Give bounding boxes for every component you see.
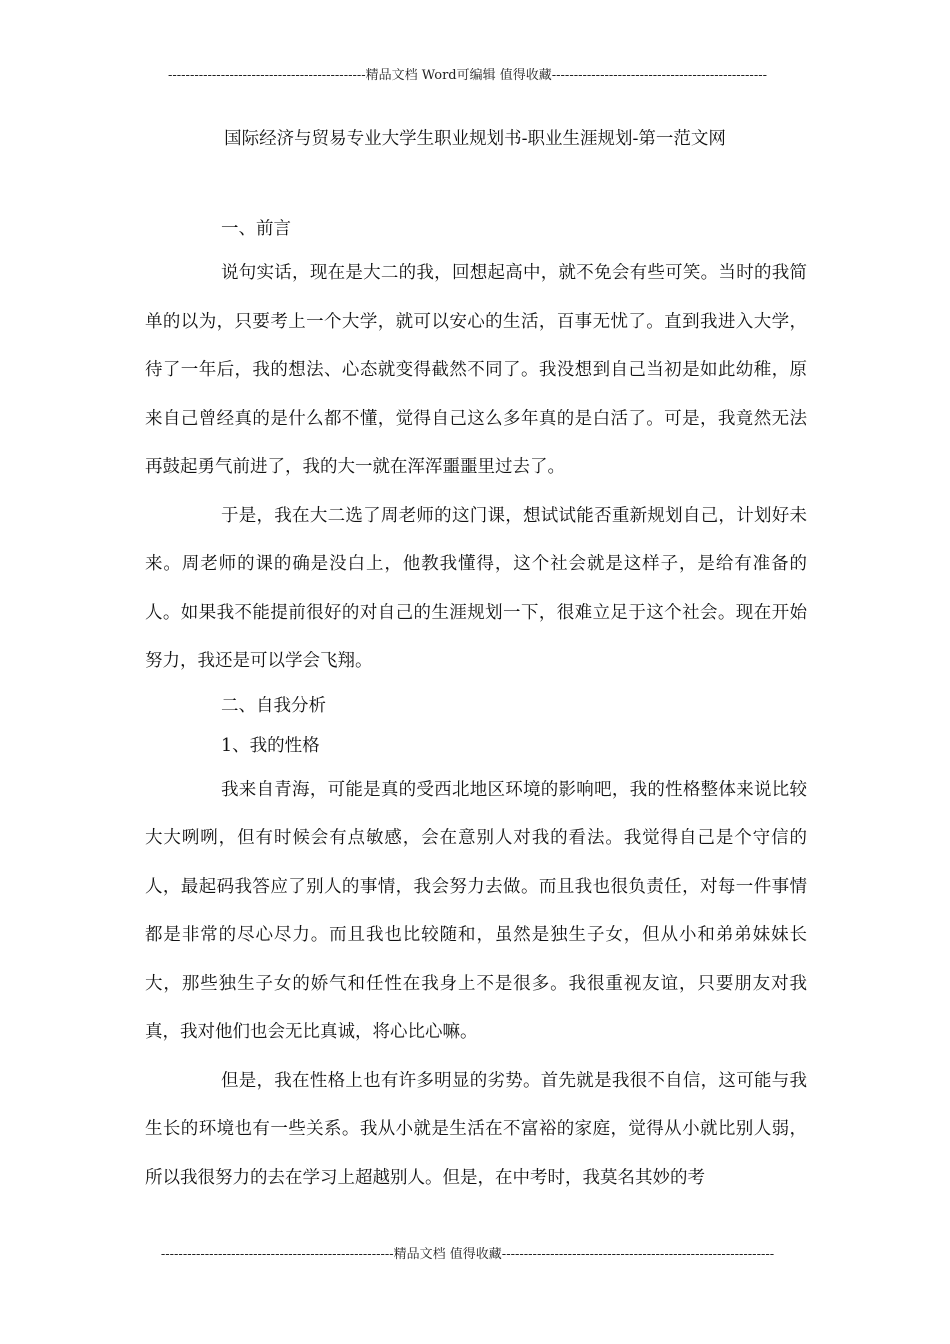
paragraph: 于是，我在大二选了周老师的这门课，想试试能否重新规划自己，计划好未来。周老师的课的确是没白上，他教我懂得，这个社会就是这样子，是给有准备的人。如果我不能提前很好的对自己的生涯规划一下，很难立足于这个社会。现在开始努力，我还是可以学会飞翔。 — [145, 505, 807, 671]
page-footer-banner: -----------------------------------------------------精品文档 值得收藏-------------------------------------------------------------- — [160, 1247, 775, 1262]
document-body — [145, 209, 807, 1202]
paragraph: 说句实话，现在是大二的我，回想起高中，就不免会有些可笑。当时的我简单的以为，只要考上一个大学，就可以安心的生活，百事无忧了。直到我进入大学，待了一年后，我的想法、心态就变得截然不同了。我没想到自己当初是如此幼稚，原来自己曾经真的是什么都不懂，觉得自己这么多年真的是白活了。可是，我竟然无法再鼓起勇气前进了，我的大一就在浑浑噩噩里过去了。 — [145, 263, 807, 477]
paragraph: 但是，我在性格上也有许多明显的劣势。首先就是我很不自信，这可能与我生长的环境也有一些关系。我从小就是生活在不富裕的家庭，觉得从小就比别人弱，所以我很努力的去在学习上超越别人。但是，在中考时，我莫名其妙的考 — [145, 1070, 807, 1188]
page-header-banner: ---------------------------------------------精品文档 Word可编辑 值得收藏------------------------------------------------- — [167, 68, 767, 83]
paragraph: 我来自青海，可能是真的受西北地区环境的影响吧，我的性格整体来说比较大大咧咧，但有时候会有点敏感，会在意别人对我的看法。我觉得自己是个守信的人，最起码我答应了别人的事情，我会努力去做。而且我也很负责任，对每一件事情都是非常的尽心尽力。而且我也比较随和，虽然是独生子女，但从小和弟弟妹妹长大，那些独生子女的娇气和任性在我身上不是很多。我很重视友谊，只要朋友对我真，我对他们也会无比真诚，将心比心嘛。 — [145, 779, 807, 1042]
subsection-heading-personality: 1、我的性格 — [221, 735, 320, 756]
document-title: 国际经济与贸易专业大学生职业规划书-职业生涯规划-第一范文网 — [224, 129, 726, 149]
section-heading-preface: 一、前言 — [221, 219, 291, 239]
section-heading-self-analysis: 二、自我分析 — [221, 695, 326, 716]
